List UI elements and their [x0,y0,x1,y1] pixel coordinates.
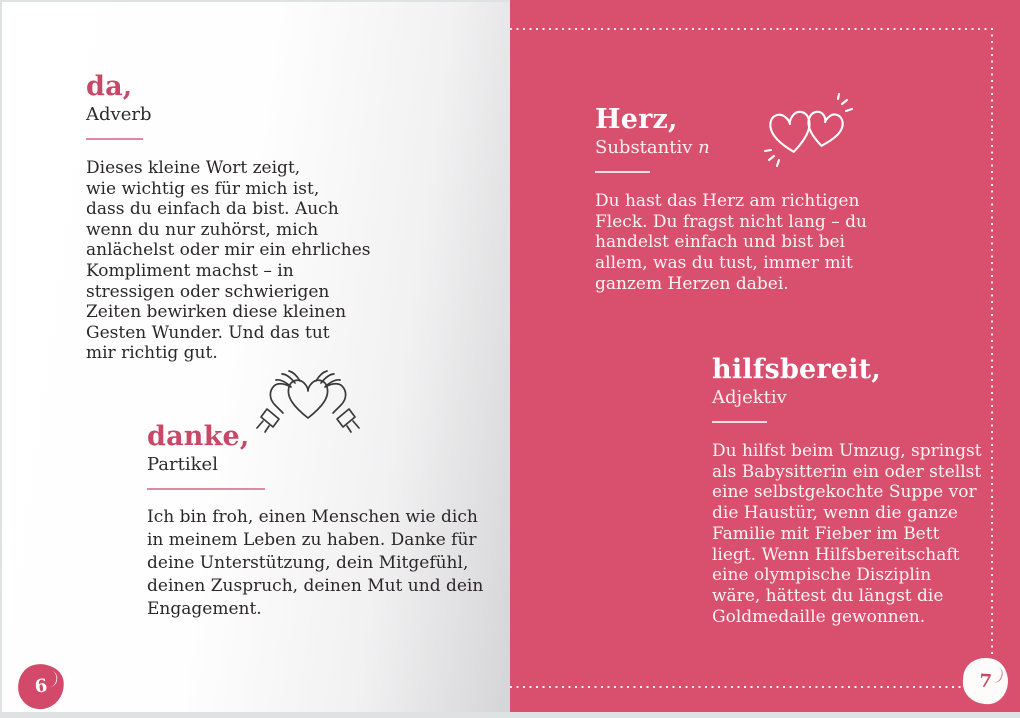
entry-divider [86,138,143,140]
page-number: 6 [33,675,49,698]
dotted-border-top [510,28,993,30]
entry-definition: Du hast das Herz am richtigen Fleck. Du fragst nicht lang – du handelst einfach und bist bei allem, was du tust, immer mit ganzem Herzen dabei. [595,191,867,294]
entry-word: da, [86,71,133,102]
entry-word: Herz, [595,104,678,135]
entry-definition: Dieses kleine Wort zeigt, wie wichtig es für mich ist, dass du einfach da bist. Auch wenn du nur zuhörst, mich anlächelst oder mir ein ehrliches Kompliment machst – in stressigen oder schwierigen Zeiten bewirken diese kleinen Gesten Wunder. Und das tut mir richtig gut. [86,158,371,364]
page-number-badge-left [16,662,66,712]
entry-da [86,72,446,364]
left-page [2,2,510,712]
entry-word: hilfsbereit, [712,354,881,385]
entry-hilfsbereit [712,355,992,627]
entry-divider [595,171,650,173]
entry-definition: Du hilfst beim Umzug, springst als Babysitterin ein oder stellst eine selbstgekochte Suppe vor die Haustür, wenn die ganze Familie mit Fieber im Bett liegt. Wenn Hilfsbereitschaft eine olympische Disziplin wäre, hättest du längst die Goldmedaille gewonnen. [712,441,982,627]
entry-word: danke, [147,421,250,452]
entry-definition: Ich bin froh, einen Menschen wie dich in meinem Leben zu haben. Danke für deine Unterstützung, dein Mitgefühl, deinen Zuspruch, deinen Mut und dein Engagement. [147,507,484,619]
dotted-border-bottom [510,686,965,688]
page-number: 7 [978,670,993,692]
entry-divider [147,488,265,490]
right-page [510,0,1020,712]
entry-divider [712,421,767,423]
double-hearts-icon [762,92,856,174]
entry-part-of-speech: Substantiv n [595,137,710,158]
page-number-badge-right [961,656,1009,705]
entry-part-of-speech: Adjektiv [712,387,787,408]
entry-part-of-speech: Adverb [86,104,152,125]
gender-marker: n [698,137,710,158]
entry-part-of-speech: Partikel [147,454,218,475]
entry-danke [147,422,507,621]
